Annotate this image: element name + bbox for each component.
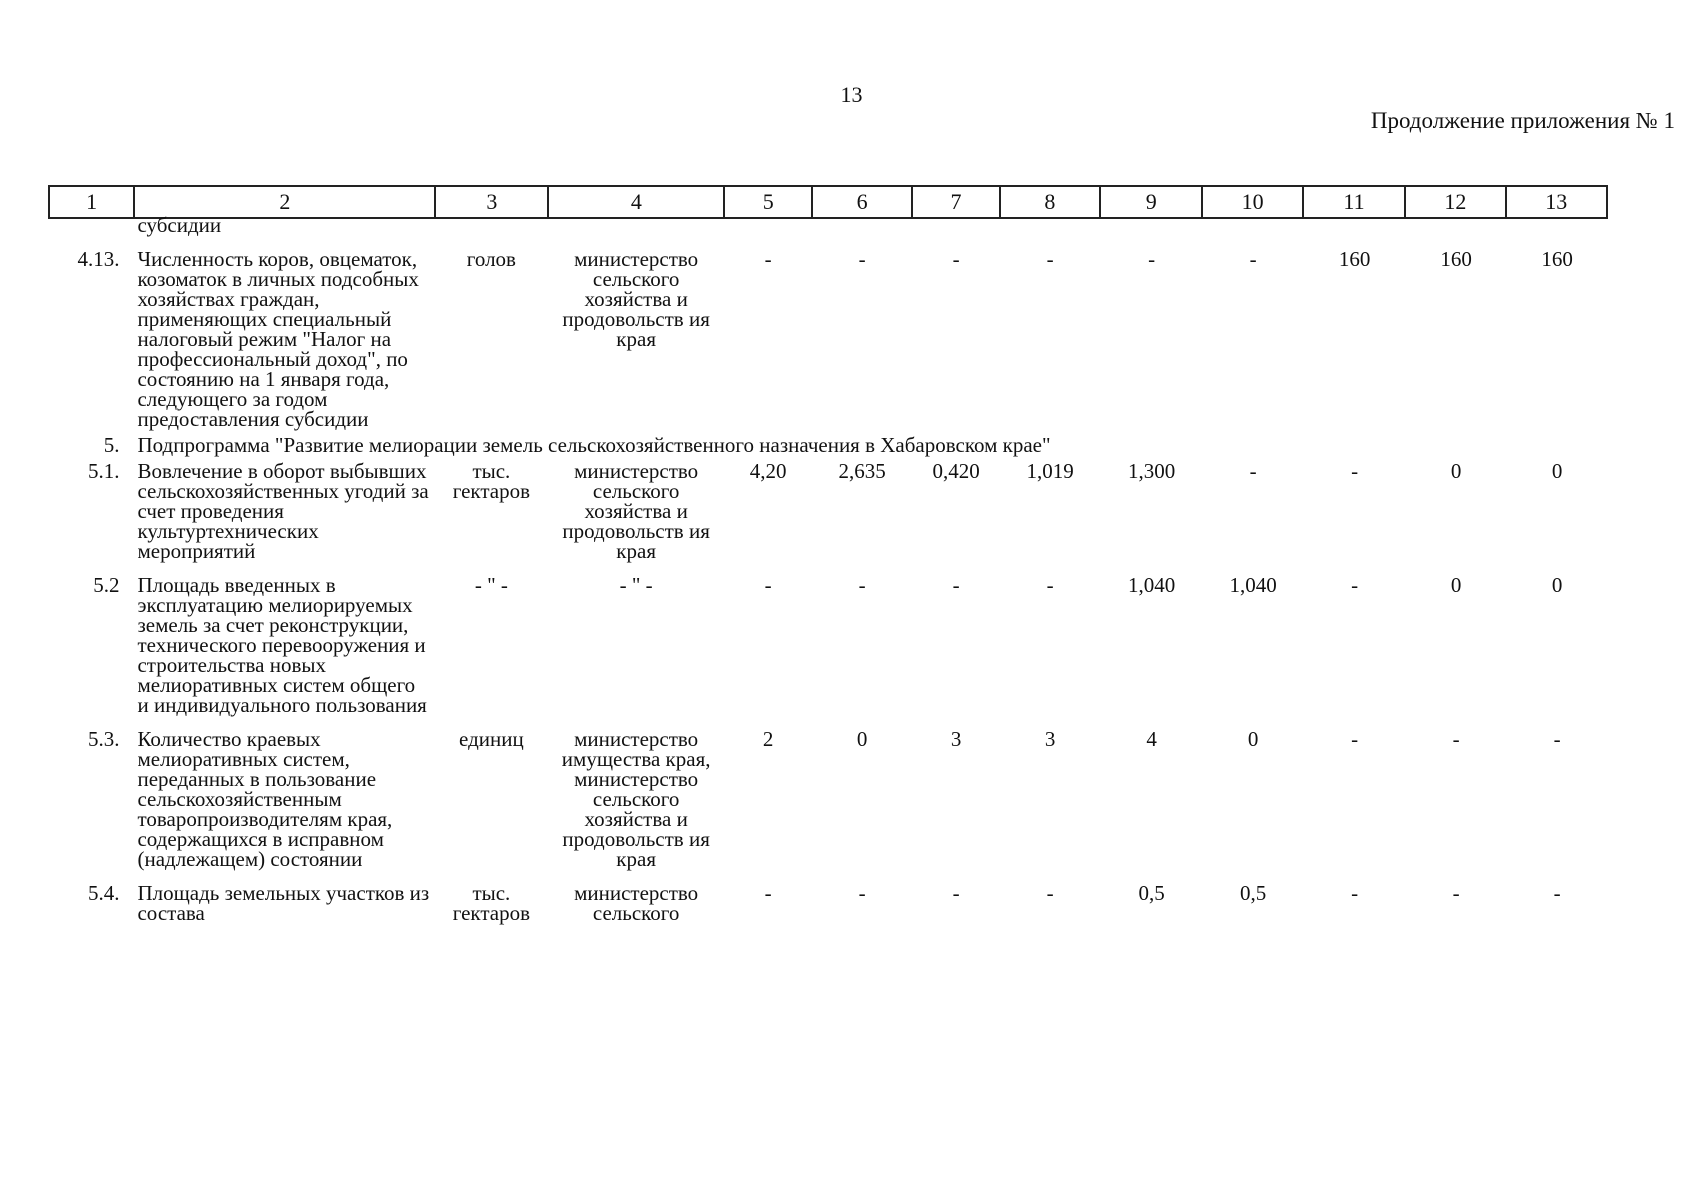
value-cell: 160 — [1338, 247, 1371, 271]
value-cell: 4 — [1146, 727, 1157, 751]
value-cell: - — [952, 881, 960, 905]
unit-cell: единиц — [459, 727, 524, 751]
value-cell: - — [764, 247, 772, 271]
row-number: 5.4. — [87, 881, 120, 905]
value-cell: - — [1452, 881, 1460, 905]
table-row — [48, 561, 1608, 715]
unit-cell: - " - — [474, 573, 508, 597]
column-header: 2 — [134, 186, 435, 218]
column-header: 13 — [1506, 186, 1607, 218]
value-cell: 0,5 — [1239, 881, 1267, 905]
value-cell: - — [1249, 459, 1257, 483]
indicator-name: Количество краевых мелиоративных систем, переданных в пользование сельскохозяйственным товаропроизводителям края, содержащихся в исправном (надлежащем) состоянии — [137, 727, 393, 871]
column-header: 8 — [1000, 186, 1100, 218]
value-cell: 160 — [1541, 247, 1573, 271]
value-cell: - — [1046, 247, 1054, 271]
value-cell: 160 — [1440, 247, 1472, 271]
column-header: 1 — [49, 186, 134, 218]
indicators-table — [48, 215, 1608, 923]
indicator-name: Численность коров, овцематок, козоматок в личных подсобных хозяйствах граждан, применяющих специальный налоговый режим "Налог на профессиональный доход", по состоянию на 1 января года, следующего за годом предоставления субсидии — [137, 247, 419, 431]
responsible-cell: министерство сельского хозяйства и продовольств ия края — [562, 459, 710, 563]
unit-cell: тыс. гектаров — [452, 459, 530, 503]
table-row — [48, 715, 1608, 869]
value-cell: - — [1553, 881, 1561, 905]
column-header: 12 — [1405, 186, 1505, 218]
value-cell: 0,420 — [932, 459, 980, 483]
value-cell: 1,040 — [1128, 573, 1176, 597]
section-row — [48, 429, 1608, 461]
value-cell: - — [1351, 459, 1359, 483]
column-header: 11 — [1303, 186, 1405, 218]
table-row — [48, 869, 1608, 923]
value-cell: 2,635 — [838, 459, 886, 483]
appendix-note: Продолжение приложения № 1 — [1370, 108, 1675, 133]
column-header: 3 — [435, 186, 548, 218]
responsible-cell: министерство сельского хозяйства и продовольств ия края — [562, 247, 710, 351]
responsible-cell: министерство сельского — [574, 881, 699, 925]
value-cell: - — [1046, 881, 1054, 905]
value-cell: 2 — [762, 727, 774, 751]
value-cell: 0,5 — [1138, 881, 1165, 905]
row-number: 5.2 — [93, 573, 120, 597]
value-cell: - — [858, 573, 866, 597]
row-number: 5.1. — [87, 459, 120, 483]
column-header: 4 — [548, 186, 724, 218]
section-number: 5. — [103, 433, 120, 457]
unit-cell: тыс. гектаров — [452, 881, 530, 925]
value-cell: 1,019 — [1026, 459, 1074, 483]
value-cell: - — [764, 573, 772, 597]
value-cell: 1,040 — [1229, 573, 1277, 597]
value-cell: - — [1249, 247, 1257, 271]
value-cell: - — [952, 573, 960, 597]
continued-row — [48, 215, 1608, 235]
column-header: 5 — [724, 186, 812, 218]
responsible-cell: министерство имущества края, министерство сельского хозяйства и продовольств ия края — [561, 727, 711, 871]
value-cell: - — [952, 247, 960, 271]
column-header: 9 — [1100, 186, 1202, 218]
value-cell: 0 — [1450, 573, 1462, 597]
value-cell: 3 — [1044, 727, 1056, 751]
value-cell: 1,300 — [1128, 459, 1176, 483]
row-number: 5.3. — [87, 727, 120, 751]
page-number: 13 — [840, 82, 863, 107]
value-cell: 4,20 — [749, 459, 787, 483]
value-cell: 0 — [856, 727, 868, 751]
value-cell: - — [1553, 727, 1561, 751]
value-cell: - — [1351, 881, 1359, 905]
indicator-name: Площадь земельных участков из состава — [137, 881, 430, 925]
value-cell: 3 — [950, 727, 962, 751]
column-header-row — [49, 186, 1607, 218]
value-cell: - — [1046, 573, 1054, 597]
continued-text: субсидии — [137, 213, 222, 237]
value-cell: - — [1148, 247, 1156, 271]
value-cell: 0 — [1450, 459, 1462, 483]
value-cell: 0 — [1551, 573, 1563, 597]
value-cell: - — [764, 881, 772, 905]
column-header-table — [48, 185, 1608, 219]
value-cell: 0 — [1551, 459, 1563, 483]
value-cell: 0 — [1247, 727, 1259, 751]
column-header: 6 — [812, 186, 912, 218]
value-cell: - — [1452, 727, 1460, 751]
value-cell: - — [858, 247, 866, 271]
unit-cell: голов — [466, 247, 516, 271]
responsible-cell: - " - — [619, 573, 653, 597]
column-header: 10 — [1202, 186, 1302, 218]
column-header: 7 — [912, 186, 1000, 218]
table-row — [48, 461, 1608, 561]
row-number: 4.13. — [77, 247, 120, 271]
value-cell: - — [1351, 573, 1359, 597]
section-title: Подпрограмма "Развитие мелиорации земель сельскохозяйственного назначения в Хабаровском крае" — [137, 433, 1051, 457]
value-cell: - — [1351, 727, 1359, 751]
indicator-name: Вовлечение в оборот выбывших сельскохозяйственных угодий за счет проведения культуртехнических мероприятий — [137, 459, 429, 563]
indicator-name: Площадь введенных в эксплуатацию мелиорируемых земель за счет реконструкции, технического перевооружения и строительства новых мелиоративных систем общего и индивидуального пользования — [137, 573, 427, 717]
table-row — [48, 235, 1608, 429]
value-cell: - — [858, 881, 866, 905]
